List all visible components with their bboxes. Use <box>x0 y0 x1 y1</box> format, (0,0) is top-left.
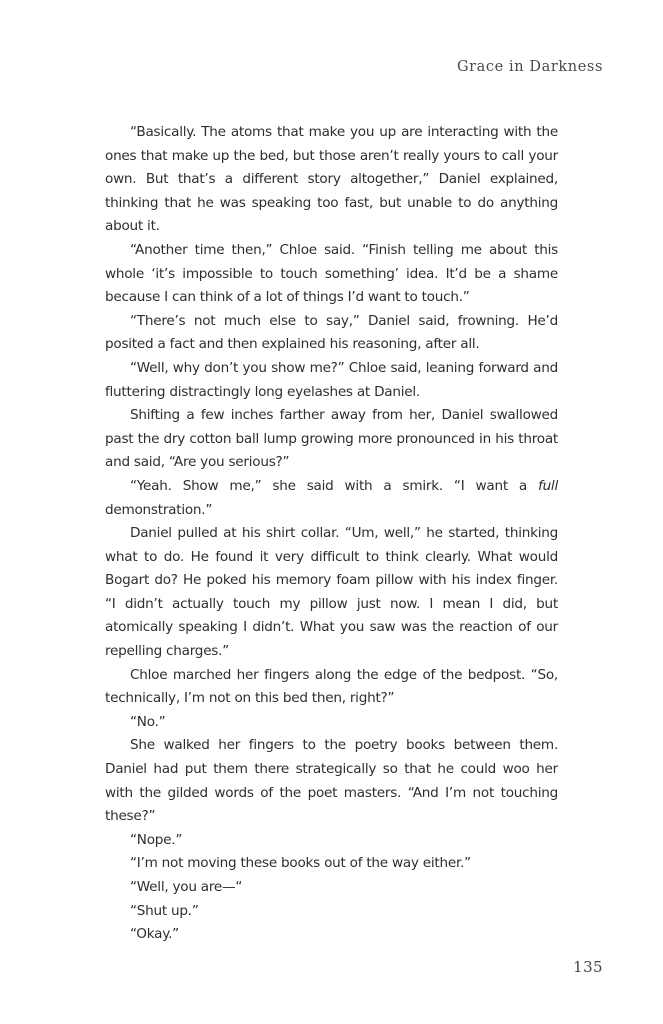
paragraph: “Well, why don’t you show me?” Chloe said, leaning forward and fluttering distractingly long eyelashes at Daniel. <box>105 359 558 400</box>
paragraph <box>105 475 558 522</box>
paragraph: “Well, you are—“ <box>130 879 243 895</box>
paragraph: Daniel pulled at his shirt collar. “Um, well,” he started, thinking what to do. He found it very difficult to think clearly. What would Bogart do? He poked his memory foam pillow with his index finger. “I didn’t actually touch my pillow just now. I mean I did, but atomically speaking I didn’t. What you saw was the reaction of our repelling charges.” <box>105 525 558 660</box>
paragraph: She walked her fingers to the poetry books between them. Daniel had put them there strategically so that he could woo her with the gilded words of the poet masters. “And I’m not touching these?” <box>105 737 558 825</box>
paragraph: Chloe marched her fingers along the edge of the bedpost. “So, technically, I’m not on this bed then, right?” <box>105 666 558 707</box>
paragraph: “No.” <box>130 713 166 730</box>
paragraph: “I’m not moving these books out of the way either.” <box>130 855 471 872</box>
paragraph: “Another time then,” Chloe said. “Finish telling me about this whole ‘it’s impossible to touch something’ idea. It’d be a shame because I can think of a lot of things I’d want to touch.” <box>105 241 558 306</box>
paragraph-text: “Yeah. Show me,” she said with a smirk. “I want a <box>130 477 539 494</box>
paragraph: “Shut up.” <box>130 902 199 919</box>
body-text <box>105 121 558 947</box>
emphasis-text: full <box>538 477 558 494</box>
paragraph: Shifting a few inches farther away from her, Daniel swallowed past the dry cotton ball lump growing more pronounced in his throat and said, “Are you serious?” <box>105 407 558 471</box>
running-head-title: Grace in Darkness <box>456 59 603 75</box>
paragraph: “Basically. The atoms that make you up are interacting with the ones that make up the bed, but those aren’t really yours to call your own. But that’s a different story altogether,” Daniel explained, thinking that he was speaking too fast, but unable to do anything about it. <box>105 124 558 235</box>
paragraph: “Nope.” <box>130 831 183 848</box>
paragraph-text: demonstration.” <box>105 501 213 518</box>
paragraph: “There’s not much else to say,” Daniel said, frowning. He’d posited a fact and then explained his reasoning, after all. <box>105 312 558 353</box>
paragraph: “Okay.” <box>130 926 179 943</box>
page-number: 135 <box>573 958 603 976</box>
